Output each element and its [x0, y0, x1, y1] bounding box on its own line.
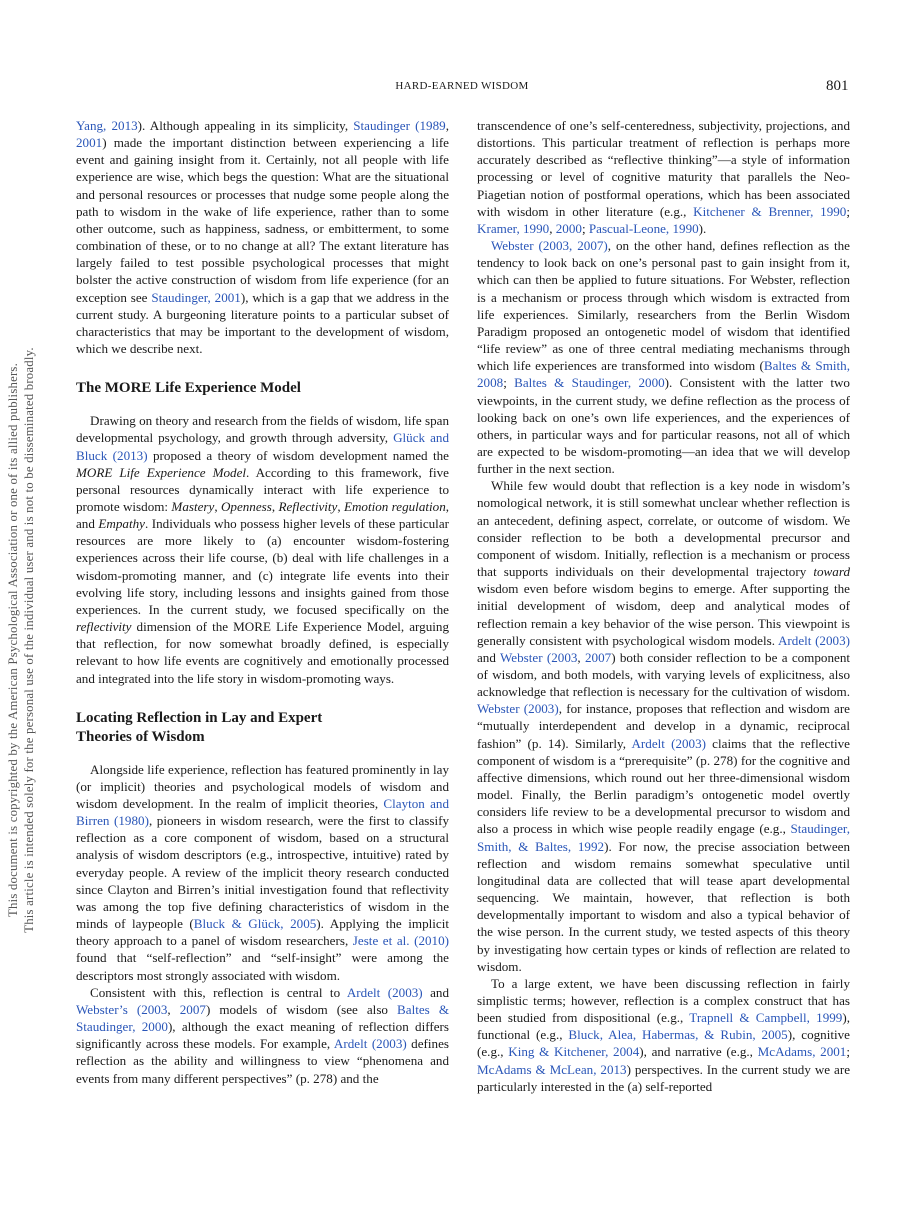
citation-link[interactable]: Staudinger, Smith, & Baltes, 1992	[477, 821, 850, 854]
paragraph: Consistent with this, reflection is central to Ardelt (2003) and Webster’s (2003, 2007) models of wisdom (see also Baltes & Staudinger, 2000), although the exact meaning of reflection differs significantly across these models. For example, Ardelt (2003) defines reflection as the ability and willingness to view “phenomena and events from many different perspectives” (p. 278) and the	[76, 984, 450, 1086]
paragraph: Alongside life experience, reflection has featured prominently in lay (or implicit) theories and psychological models of wisdom and wisdom development. In the realm of implicit theories, Clayton and Birren (1980), pioneers in wisdom research, were the first to classify reflection as a core component of wisdom, based on a structural analysis of wisdom descriptors (e.g., introspective, intuitive) rated by everyday people. A review of the implicit theory research conducted since Clayton and Birren’s initial investigation found that reflectivity was among the top five defining characteristics of wisdom in the minds of laypeople (Bluck & Glück, 2005). Applying the implicit theory approach to a panel of wisdom researchers, Jeste et al. (2010) found that “self-reflection” and “self-insight” were among the descriptors most strongly associated with wisdom.	[76, 761, 450, 983]
paragraph: transcendence of one’s self-centeredness, subjectivity, projections, and distortions. This particular treatment of reflection is perhaps more accurately described as “reflective thinking”—a style of information processing or level of cognitive maturity that parallels the Neo-Piagetian notion of postformal operations, which has been associated with wisdom in other literature (e.g., Kitchener & Brenner, 1990; Kramer, 1990, 2000; Pascual-Leone, 1990).	[477, 118, 850, 236]
section-heading	[76, 709, 449, 747]
citation-link[interactable]: Webster (2003)	[477, 701, 559, 717]
emphasis-text: Openness	[220, 498, 272, 514]
citation-link[interactable]: 2007	[179, 1001, 206, 1017]
citation-link[interactable]: Baltes & Smith, 2008	[477, 358, 850, 391]
citation-link[interactable]: Baltes & Staudinger, 2000	[514, 375, 665, 391]
emphasis-text: Reflectivity	[278, 498, 338, 514]
citation-link[interactable]: Trapnell & Campbell, 1999	[689, 1010, 843, 1026]
citation-link[interactable]: 2001	[76, 135, 103, 151]
citation-link[interactable]: Glück and Bluck (2013)	[76, 430, 449, 463]
copyright-line-2: This article is intended solely for the personal use of the individual user and is not to be disseminated broadly.	[22, 347, 36, 933]
citation-link[interactable]: Pascual-Leone, 1990	[588, 220, 699, 236]
citation-link[interactable]: Staudinger, 2001	[151, 289, 241, 305]
citation-link[interactable]: Ardelt (2003)	[346, 984, 423, 1000]
citation-link[interactable]: King & Kitchener, 2004	[508, 1044, 640, 1060]
citation-link[interactable]: Kitchener & Brenner, 1990	[693, 203, 847, 219]
citation-link[interactable]: McAdams & McLean, 2013	[477, 1061, 627, 1077]
citation-link[interactable]: 2000	[555, 220, 582, 236]
citation-link[interactable]: Ardelt (2003)	[777, 632, 850, 648]
citation-link[interactable]: Baltes & Staudinger, 2000	[76, 1001, 450, 1035]
paragraph: Yang, 2013). Although appealing in its simplicity, Staudinger (1989, 2001) made the important distinction between experiencing a life event and gaining insight from it. Certainly, not all people with life experience are wise, which begs the question: What are the situational and personal resources or processes that nudge some people along the path to wisdom in the wake of life experience, rather than to some other outcome, such as happiness, sadness, or embitterment, to some combination of these, or to no change at all? The extant literature has largely failed to test possible psychological processes that might bolster the active construction of wisdom from life experience (for an exception see Staudinger, 2001), which is a gap that we address in the current study. A burgeoning literature points to a particular subset of characteristics that may be important to the development of wisdom, which we describe next.	[76, 118, 449, 357]
right-column	[477, 117, 850, 1095]
citation-link[interactable]: 2007	[585, 649, 612, 665]
section-heading-line: Locating Reflection in Lay and Expert	[76, 709, 323, 726]
citation-link[interactable]: Clayton and Birren (1980)	[76, 796, 449, 829]
emphasis-text: reflectivity	[76, 619, 132, 635]
citation-link[interactable]: Bluck, Alea, Habermas, & Rubin, 2005	[568, 1027, 788, 1043]
citation-link[interactable]: Webster (2003, 2007)	[491, 238, 608, 254]
running-head: HARD-EARNED WISDOM	[395, 80, 529, 92]
emphasis-text: Emotion regulation	[343, 498, 446, 514]
emphasis-text: Mastery	[171, 498, 215, 514]
citation-link[interactable]: Bluck & Glück, 2005	[193, 916, 317, 932]
page-number: 801	[826, 78, 849, 94]
paragraph: To a large extent, we have been discussing reflection in fairly simplistic terms; however, reflection is a complex construct that has been studied from dispositional (e.g., Trapnell & Campbell, 1999), functional (e.g., Bluck, Alea, Habermas, & Rubin, 2005), cognitive (e.g., King & Kitchener, 2004), and narrative (e.g., McAdams, 2001; McAdams & McLean, 2013) perspectives. In the current study we are particularly interested in the (a) self-reported	[477, 975, 850, 1094]
citation-link[interactable]: Jeste et al. (2010)	[352, 933, 450, 949]
paragraph: Drawing on theory and research from the fields of wisdom, life span developmental psychology, and growth through adversity, Glück and Bluck (2013) proposed a theory of wisdom development named the MORE Life Experience Model. According to this framework, five personal resources dynamically interact with life experience to promote wisdom: Mastery, Openness, Reflectivity, Emotion regulation, and Empathy. Individuals who possess higher levels of these particular resources are more likely to (a) encounter wisdom-fostering experiences across their life course, (b) deal with life challenges in a wisdom-promoting manner, and (c) integrate life events into their evolving life story, including lessons and insights gained from those experiences. In the current study, we focused specifically on the reflectivity dimension of the MORE Life Experience Model, arguing that reflection, for now somewhat broadly defined, is especially relevant to how life events are cognitively and emotionally processed and integrated into the life story in wisdom-promoting ways.	[76, 413, 450, 686]
emphasis-text: MORE Life Experience Model	[76, 464, 247, 480]
paragraph: While few would doubt that reflection is a key node in wisdom’s nomological network, it is still somewhat unclear whether reflection is an antecedent, defining aspect, correlate, or outcome of wisdom. We consider reflection to be both a developmental precursor and component of wisdom. Initially, reflection is a mechanism or process that supports individuals on their developmental trajectory toward wisdom even before wisdom begins to emerge. After supporting the initial development of wisdom, deep and analytical modes of reflection remain a key behavior of the wise person. This viewpoint is generally consistent with psychological wisdom models. Ardelt (2003) and Webster (2003, 2007) both consider reflection to be a component of wisdom, and both models, with varying levels of explicitness, also acknowledge that reflection is necessary for the cultivation of wisdom. Webster (2003), for instance, proposes that reflection and wisdom are “mutually interdependent and develop in a dynamic, reciprocal fashion” (p. 14). Similarly, Ardelt (2003) claims that the reflective component of wisdom is a “prerequisite” (p. 278) for the cognitive and affective dimensions, which round out her three-dimensional wisdom model. Finally, the Berlin paradigm’s ontogenetic model overtly considers life review to be a developmental precursor to wisdom and also a process in which wise people readily engage (e.g., Staudinger, Smith, & Baltes, 1992). For now, the precise association between reflection and wisdom remains somewhat speculative until longitudinal data are collected that will tease apart developmental sequencing. We maintain, however, that reflection is both developmentally important to wisdom and also a typical behavior of the wise person. In the current study, we tested aspects of this theory by investigating how certain types or kinds of reflection are related to wisdom.	[477, 478, 851, 974]
emphasis-text: toward	[813, 564, 850, 580]
section-heading-line: Theories of Wisdom	[76, 728, 205, 745]
citation-link[interactable]: Webster (2003	[499, 649, 578, 665]
citation-link[interactable]: Ardelt (2003)	[333, 1036, 407, 1052]
citation-link[interactable]: Staudinger (1989	[353, 118, 446, 133]
citation-link[interactable]: McAdams, 2001	[757, 1044, 847, 1060]
section-heading: The MORE Life Experience Model	[76, 380, 301, 397]
citation-link[interactable]: Yang, 2013	[76, 118, 138, 133]
paragraph: Webster (2003, 2007), on the other hand, defines reflection as the tendency to look back on one’s personal past to gain insight from it, which can then be applied to future situations. For Webster, reflection is a mechanism or process through which wisdom is extracted from life experiences. Similarly, researchers from the Berlin Wisdom Paradigm proposed an ontogenetic model of wisdom that identified “life review” as one of three central mediating mechanisms through which life experiences are transformed into wisdom (Baltes & Smith, 2008; Baltes & Staudinger, 2000). Consistent with the latter two viewpoints, in the current study, we define reflection as the process of looking back on one’s own life experiences, and the experiences of others, in particular ways and for particular reasons, not all of which are expected to be wisdom-promoting—an idea that we will develop further in the next section.	[477, 238, 850, 477]
citation-link[interactable]: Ardelt (2003)	[631, 735, 706, 751]
copyright-line-1: This document is copyrighted by the American Psychological Association or one of its allied publishers.	[6, 362, 20, 918]
copyright-sidebar	[5, 60, 45, 1220]
citation-link[interactable]: Webster’s (2003	[76, 1001, 168, 1017]
emphasis-text: Empathy	[98, 516, 145, 532]
left-column	[76, 117, 449, 1087]
citation-link[interactable]: Kramer, 1990	[477, 220, 550, 236]
